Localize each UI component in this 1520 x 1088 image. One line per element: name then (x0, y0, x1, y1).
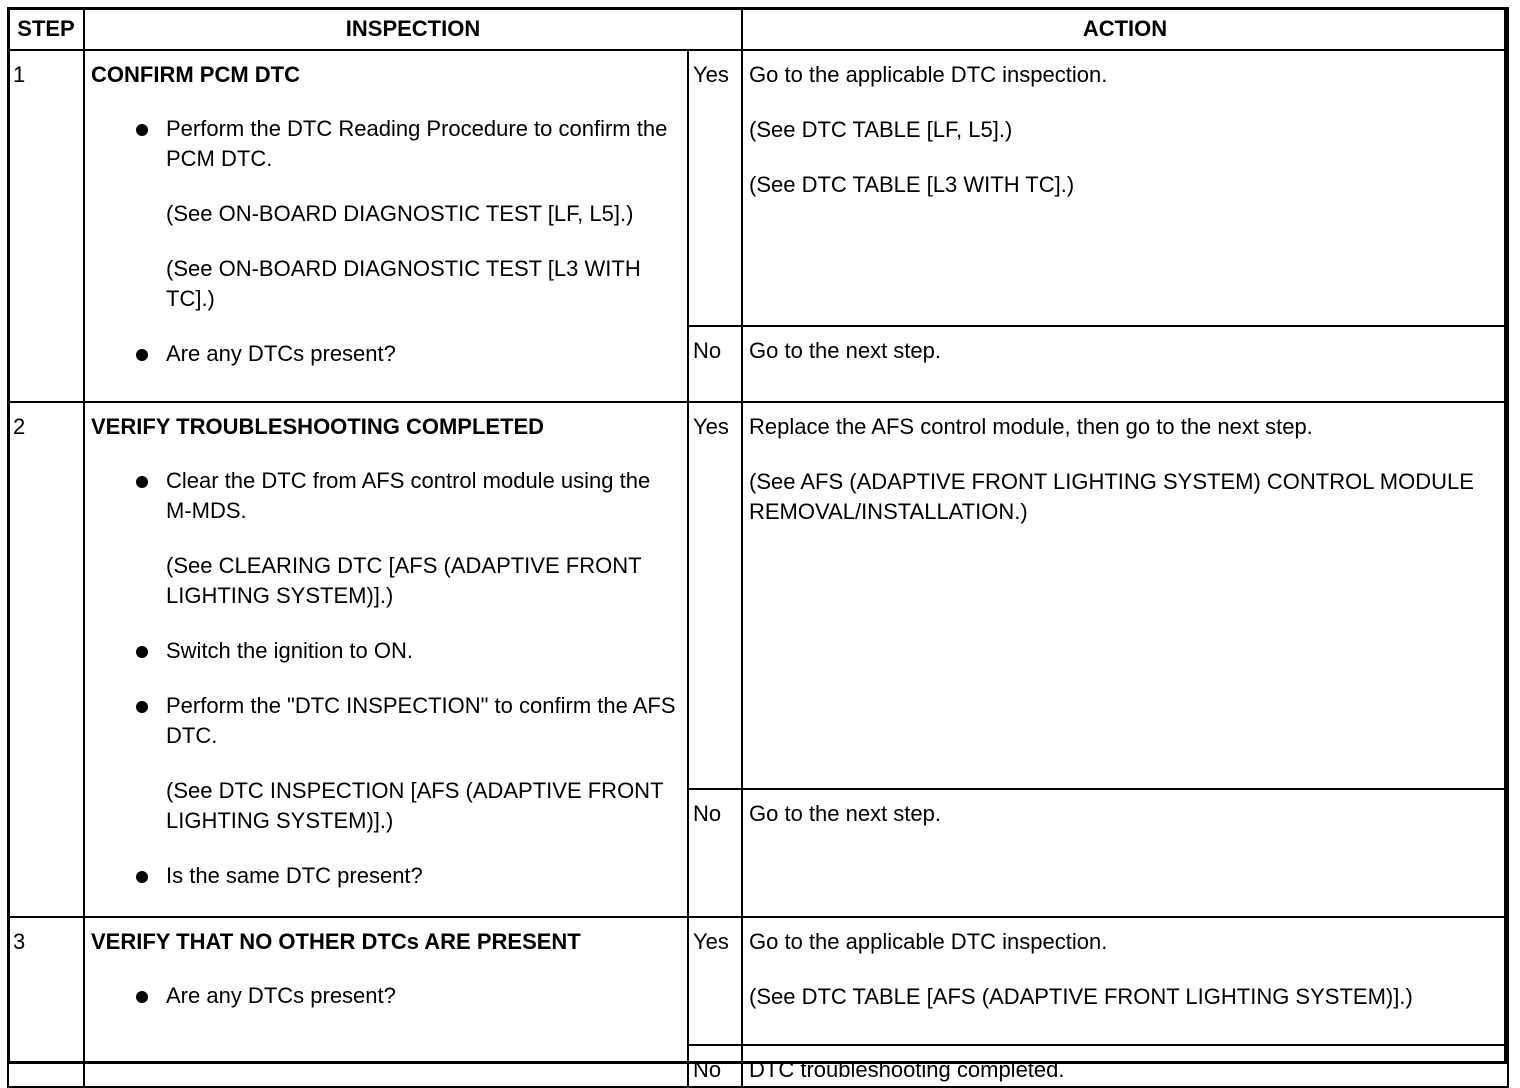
header-action: ACTION (742, 8, 1508, 50)
bullet-icon (136, 646, 148, 658)
inspection-item (91, 339, 681, 369)
no-label: No (688, 789, 742, 917)
inspection-item (91, 861, 681, 891)
step-number: 1 (8, 50, 84, 402)
action-text: Go to the next step. (749, 338, 942, 363)
action-text: Go to the next step. (749, 801, 942, 827)
reference-text: (See DTC INSPECTION [AFS (ADAPTIVE FRONT LIGHTING SYSTEM)].) (166, 778, 664, 833)
inspection-item (91, 114, 681, 314)
step-number: 3 (8, 917, 84, 1087)
inspection-item-text: Are any DTCs present? (166, 983, 396, 1008)
inspection-cell (84, 917, 688, 1087)
diagnostic-procedure-table (7, 7, 1509, 1088)
inspection-item-text: Perform the "DTC INSPECTION" to confirm the AFS DTC. (166, 693, 676, 748)
no-action-cell (742, 789, 1508, 917)
step-row-yes (8, 917, 1508, 1045)
yes-action-cell (742, 50, 1508, 326)
header-inspection: INSPECTION (84, 8, 742, 50)
inspection-item-text: Switch the ignition to ON. (166, 638, 414, 663)
action-text: DTC troubleshooting completed. (749, 1057, 1065, 1082)
inspection-item-text: Clear the DTC from AFS control module using the M-MDS. (166, 468, 651, 523)
inspection-list (91, 114, 681, 369)
action-text: Go to the applicable DTC inspection. (749, 929, 1108, 954)
bullet-icon (136, 124, 148, 136)
header-step: STEP (8, 8, 84, 50)
inspection-cell (84, 402, 688, 917)
yes-label: Yes (688, 917, 742, 1045)
step-number: 2 (8, 402, 84, 917)
reference-text: (See ON-BOARD DIAGNOSTIC TEST [L3 WITH TC].) (166, 256, 641, 311)
inspection-list (91, 466, 681, 891)
action-text: Replace the AFS control module, then go to the next step. (749, 414, 1313, 439)
yes-action-cell (742, 917, 1508, 1045)
reference-text: (See CLEARING DTC [AFS (ADAPTIVE FRONT LIGHTING SYSTEM)].) (166, 553, 642, 608)
inspection-title: VERIFY THAT NO OTHER DTCs ARE PRESENT (91, 929, 581, 954)
yes-action-cell (742, 402, 1508, 789)
yes-label: Yes (688, 402, 742, 789)
step-row-yes (8, 402, 1508, 789)
inspection-item (91, 981, 681, 1011)
action-reference: (See DTC TABLE [LF, L5].) (749, 117, 1013, 142)
no-label: No (688, 1045, 742, 1087)
yes-label: Yes (688, 50, 742, 326)
step-row-yes (8, 50, 1508, 326)
bullet-icon (136, 476, 148, 488)
inspection-title: CONFIRM PCM DTC (91, 62, 300, 87)
bullet-icon (136, 701, 148, 713)
inspection-item-text: Is the same DTC present? (166, 863, 423, 888)
action-reference: (See AFS (ADAPTIVE FRONT LIGHTING SYSTEM) CONTROL MODULE REMOVAL/INSTALLATION.) (749, 469, 1474, 524)
reference-text: (See ON-BOARD DIAGNOSTIC TEST [LF, L5].) (166, 201, 634, 226)
inspection-item-text: Perform the DTC Reading Procedure to confirm the PCM DTC. (166, 116, 668, 171)
header-row (8, 8, 1508, 50)
no-action-cell (742, 1045, 1508, 1087)
inspection-item-text: Are any DTCs present? (166, 341, 396, 366)
no-action-cell (742, 326, 1508, 402)
bullet-icon (136, 991, 148, 1003)
action-text: Go to the applicable DTC inspection. (749, 62, 1108, 87)
inspection-title: VERIFY TROUBLESHOOTING COMPLETED (91, 414, 545, 439)
action-reference: (See DTC TABLE [AFS (ADAPTIVE FRONT LIGHTING SYSTEM)].) (749, 984, 1413, 1009)
inspection-item (91, 466, 681, 611)
action-reference: (See DTC TABLE [L3 WITH TC].) (749, 172, 1075, 197)
no-label: No (688, 326, 742, 402)
inspection-cell (84, 50, 688, 402)
inspection-list (91, 981, 681, 1011)
inspection-item (91, 636, 681, 666)
bullet-icon (136, 871, 148, 883)
inspection-item (91, 691, 681, 836)
bullet-icon (136, 349, 148, 361)
